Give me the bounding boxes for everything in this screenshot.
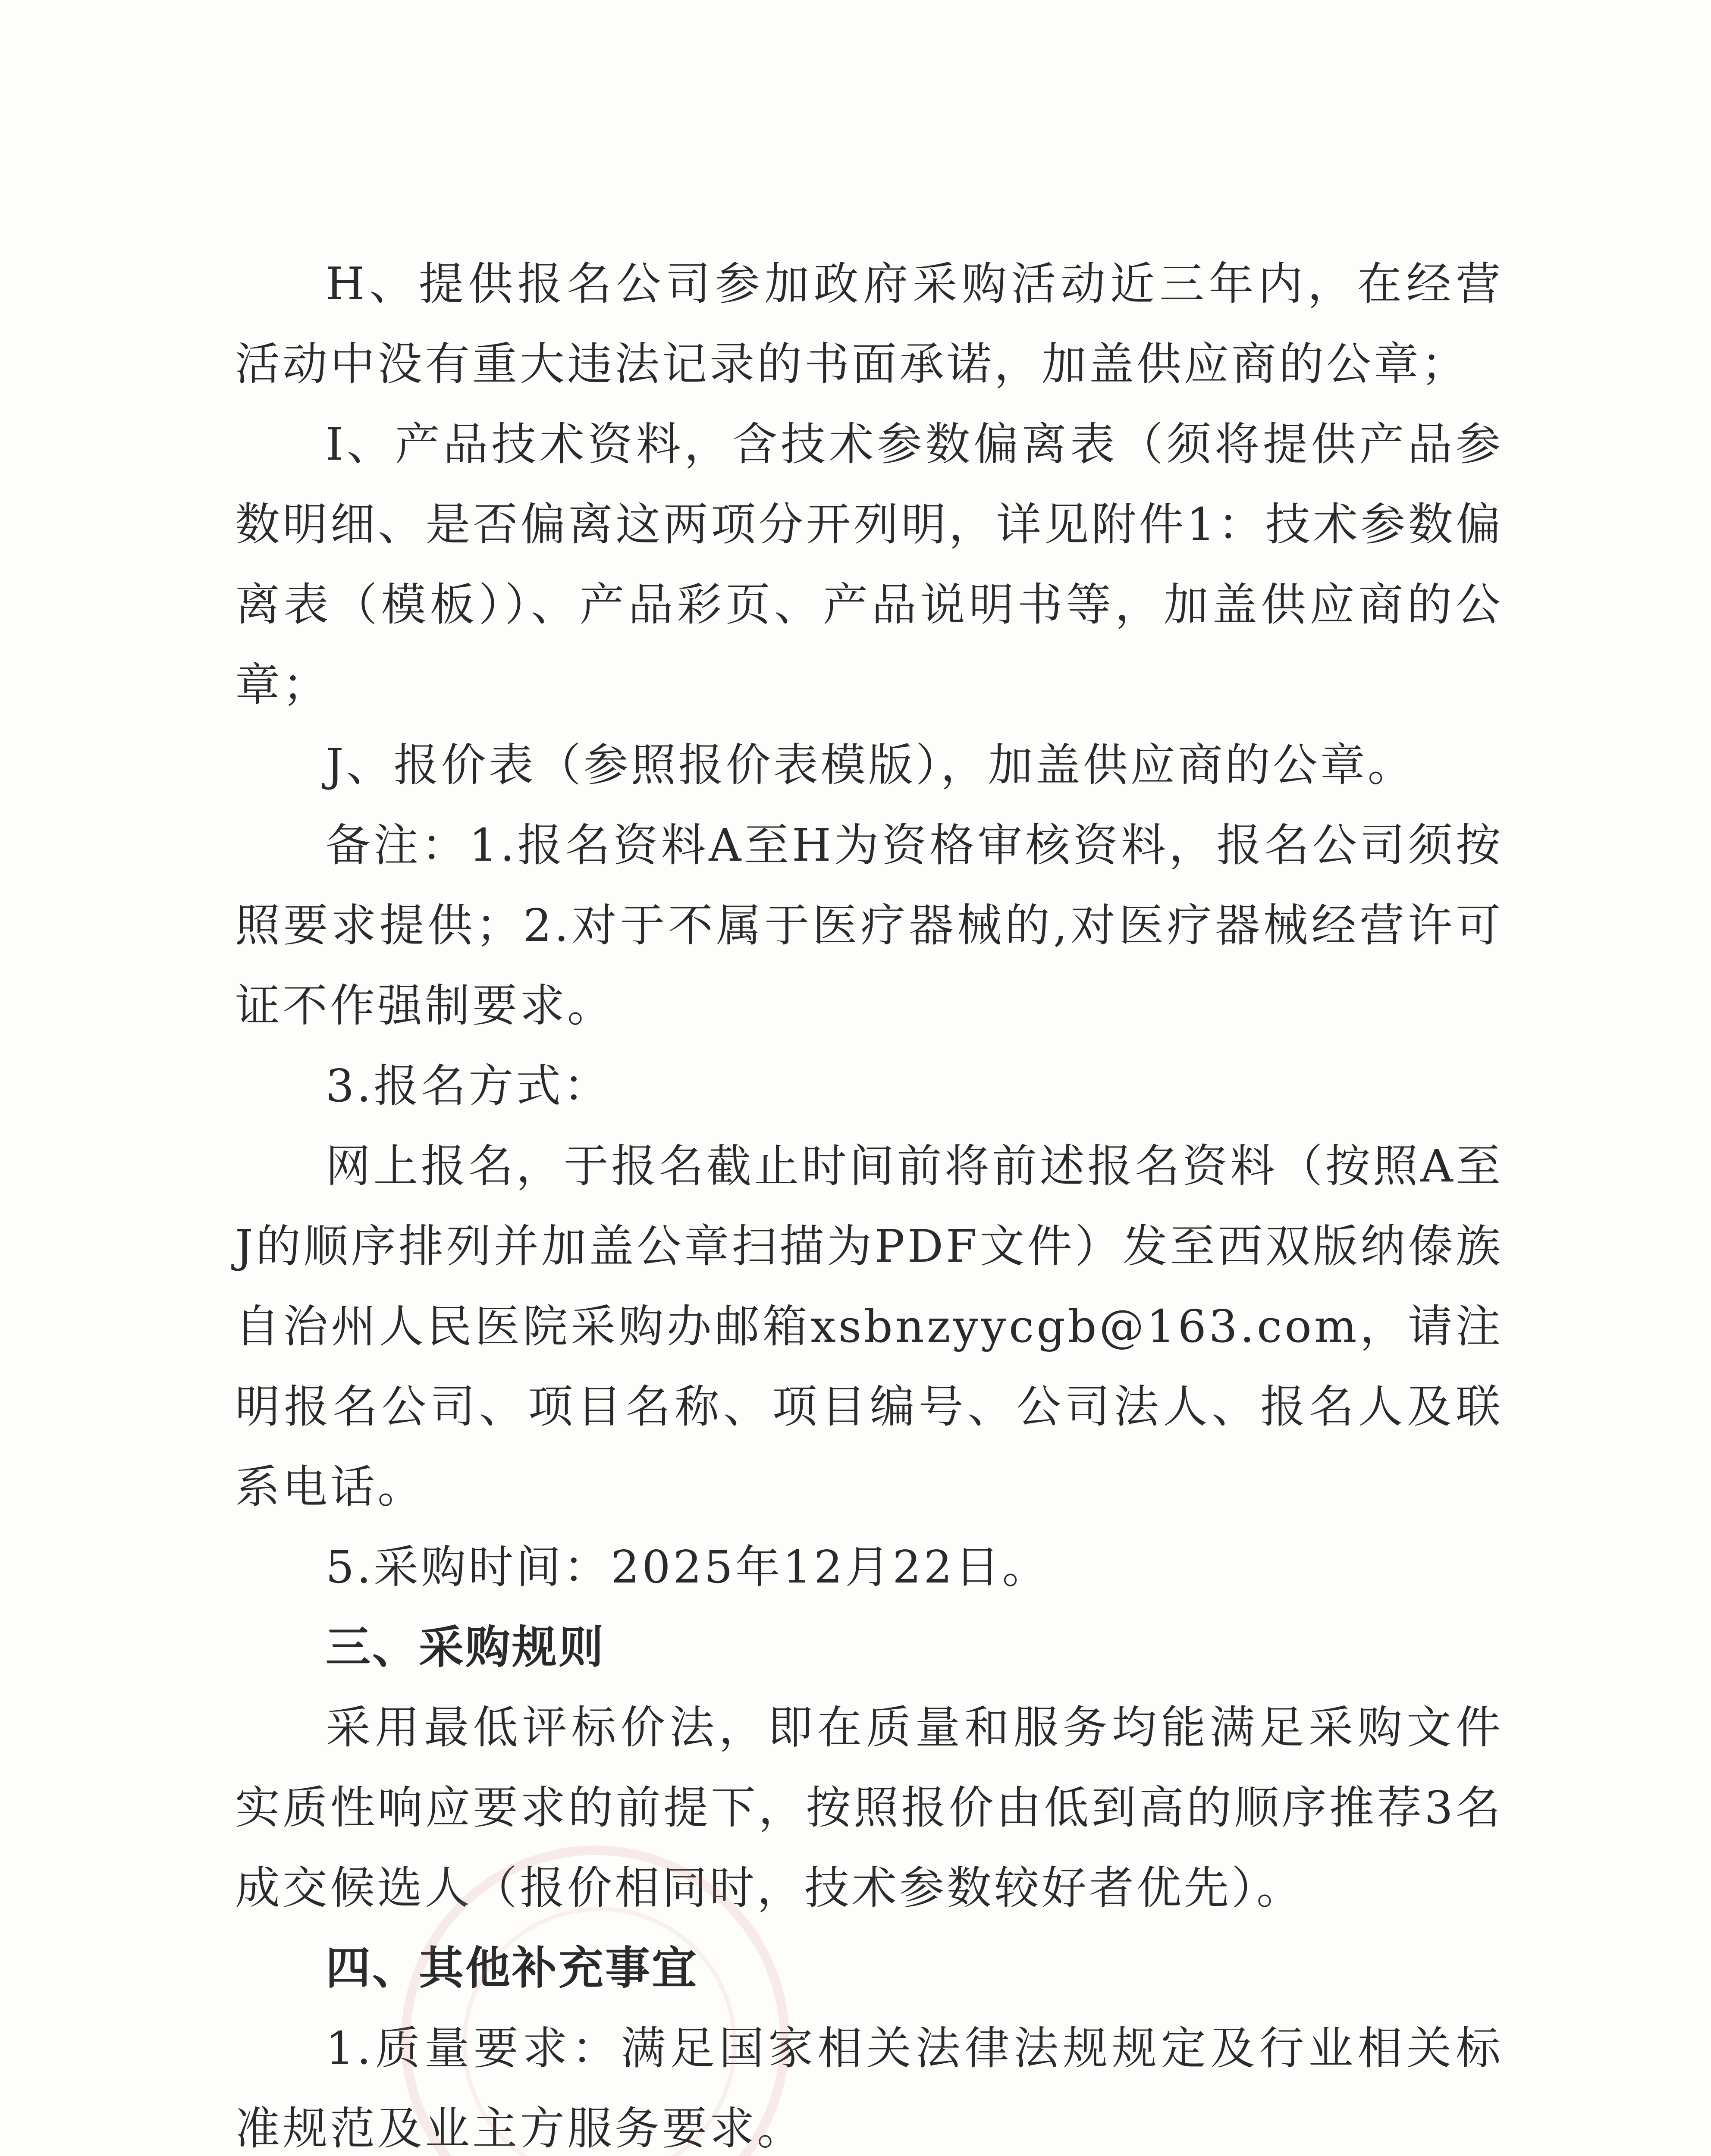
rules-detail: 采用最低评标价法，即在质量和服务均能满足采购文件实质性响应要求的前提下，按照报价由低到高的顺序推荐3名成交候选人（报价相同时，技术参数较好者优先）。 (235, 1701, 1503, 1914)
registration-method-label: 3.报名方式： (326, 1059, 611, 1112)
item-j: J、报价表（参照报价表模版），加盖供应商的公章。 (326, 739, 1415, 791)
procurement-time: 5.采购时间：2025年12月22日。 (326, 1541, 1050, 1593)
registration-method-detail: 网上报名，于报名截止时间前将前述报名资料（按照A至J的顺序排列并加盖公章扫描为PDF文件）发至西双版纳傣族自治州人民医院采购办邮箱xsbnzyycgb@163.com，请注明报名公司、项目名称、项目编号、公司法人、报名人及联系电话。 (235, 1140, 1503, 1513)
remarks: 备注：1.报名资料A至H为资格审核资料，报名公司须按照要求提供；2.对于不属于医疗器械的,对医疗器械经营许可证不作强制要求。 (235, 819, 1503, 1032)
section-heading-other: 四、其他补充事宜 (326, 1942, 699, 1994)
item-h: H、提供报名公司参加政府采购活动近三年内，在经营活动中没有重大违法记录的书面承诺，加盖供应商的公章； (235, 257, 1503, 390)
quality-requirement: 1.质量要求：满足国家相关法律法规规定及行业相关标准规范及业主方服务要求。 (235, 2022, 1503, 2155)
document-body (235, 244, 1503, 2156)
faded-seal-inner-ring (462, 1907, 737, 2156)
section-heading-rules: 三、采购规则 (326, 1621, 606, 1673)
item-i: I、产品技术资料，含技术参数偏离表（须将提供产品参数明细、是否偏离这两项分开列明，详见附件1：技术参数偏离表（模板））、产品彩页、产品说明书等，加盖供应商的公章； (235, 418, 1503, 711)
